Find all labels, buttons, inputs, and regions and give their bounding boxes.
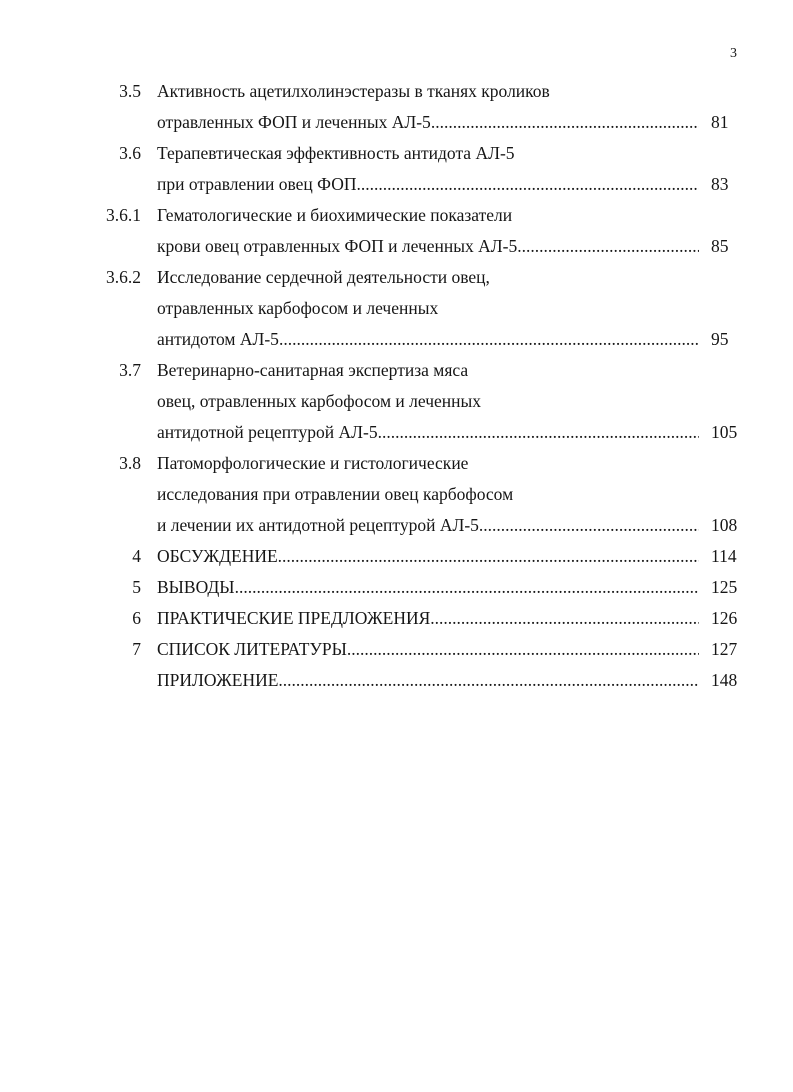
dot-leader-line bbox=[157, 634, 699, 665]
toc-entry bbox=[0, 572, 793, 603]
dot-leader-line bbox=[157, 572, 699, 603]
dot-leader-line bbox=[157, 665, 699, 696]
toc-entry bbox=[0, 541, 793, 572]
toc-line bbox=[0, 355, 793, 386]
toc-entry bbox=[0, 355, 793, 448]
toc-line bbox=[0, 107, 793, 138]
toc-line bbox=[0, 293, 793, 324]
page-ref: 83 bbox=[711, 174, 729, 194]
entry-title-line: овец, отравленных карбофосом и леченных bbox=[157, 391, 482, 411]
entry-title-line: Патоморфологические и гистологические bbox=[157, 453, 469, 473]
section-number: 4 bbox=[132, 546, 141, 566]
page-ref: 81 bbox=[711, 112, 729, 132]
toc-line bbox=[0, 448, 793, 479]
toc-entry bbox=[0, 262, 793, 355]
toc-line bbox=[0, 634, 793, 665]
section-number: 6 bbox=[132, 608, 141, 628]
toc-entry bbox=[0, 603, 793, 634]
dot-leader-line bbox=[157, 231, 699, 262]
toc-entry bbox=[0, 448, 793, 541]
toc-line bbox=[0, 665, 793, 696]
page-ref: 108 bbox=[711, 515, 738, 535]
page-ref: 125 bbox=[711, 577, 738, 597]
section-number: 3.6.1 bbox=[106, 205, 141, 225]
toc-line bbox=[0, 138, 793, 169]
toc-line bbox=[0, 231, 793, 262]
page-ref: 148 bbox=[711, 670, 738, 690]
entry-title-line: антидотом АЛ-5 ..... bbox=[157, 329, 699, 349]
entry-title-line: ВЫВОДЫ ..... bbox=[157, 577, 699, 597]
entry-title-line: Исследование сердечной деятельности овец, bbox=[157, 267, 490, 287]
toc-line bbox=[0, 572, 793, 603]
entry-title-line: ПРАКТИЧЕСКИЕ ПРЕДЛОЖЕНИЯ ..... bbox=[157, 608, 699, 628]
entry-title-line: Гематологические и биохимические показатели bbox=[157, 205, 513, 225]
dot-leader-line bbox=[157, 324, 699, 355]
dot-leader-line bbox=[157, 169, 699, 200]
section-number: 3.8 bbox=[119, 453, 141, 473]
entry-title-line: крови овец отравленных ФОП и леченных АЛ-5 ..... bbox=[157, 236, 699, 256]
section-number: 5 bbox=[132, 577, 141, 597]
toc-entry bbox=[0, 76, 793, 138]
toc-line bbox=[0, 479, 793, 510]
toc-entry bbox=[0, 665, 793, 696]
section-number: 3.5 bbox=[119, 81, 141, 101]
toc-line bbox=[0, 262, 793, 293]
section-number: 3.6.2 bbox=[106, 267, 141, 287]
dot-leader-line bbox=[157, 417, 699, 448]
section-number: 3.7 bbox=[119, 360, 141, 380]
toc-line bbox=[0, 169, 793, 200]
dot-leader-line bbox=[157, 510, 699, 541]
toc-line bbox=[0, 76, 793, 107]
page-ref: 126 bbox=[711, 608, 738, 628]
toc-line bbox=[0, 603, 793, 634]
toc-entry bbox=[0, 138, 793, 200]
toc-entry bbox=[0, 200, 793, 262]
entry-title-line: отравленных ФОП и леченных АЛ-5 ..... bbox=[157, 112, 699, 132]
page-ref: 127 bbox=[711, 639, 738, 659]
table-of-contents bbox=[0, 76, 793, 696]
toc-line bbox=[0, 417, 793, 448]
entry-title-line: ОБСУЖДЕНИЕ ..... bbox=[157, 546, 699, 566]
entry-title-line: Активность ацетилхолинэстеразы в тканях кроликов bbox=[157, 81, 550, 101]
toc-line bbox=[0, 200, 793, 231]
page-ref: 95 bbox=[711, 329, 729, 349]
entry-title-line: СПИСОК ЛИТЕРАТУРЫ ..... bbox=[157, 639, 699, 659]
toc-line bbox=[0, 386, 793, 417]
page-number: 3 bbox=[730, 46, 737, 61]
entry-title-line: при отравлении овец ФОП ..... bbox=[157, 174, 699, 194]
page-ref: 105 bbox=[711, 422, 738, 442]
entry-title-line: отравленных карбофосом и леченных bbox=[157, 298, 439, 318]
dot-leader-line bbox=[157, 603, 699, 634]
entry-title-line: исследования при отравлении овец карбофосом bbox=[157, 484, 514, 504]
toc-line bbox=[0, 510, 793, 541]
toc-line bbox=[0, 324, 793, 355]
entry-title-line: Терапевтическая эффективность антидота АЛ-5 bbox=[157, 143, 515, 163]
entry-title-line: и лечении их антидотной рецептурой АЛ-5 ..... bbox=[157, 515, 699, 535]
entry-title-line: Ветеринарно-санитарная экспертиза мяса bbox=[157, 360, 469, 380]
entry-title-line: ПРИЛОЖЕНИЕ ..... bbox=[157, 670, 699, 690]
toc-line bbox=[0, 541, 793, 572]
dot-leader-line bbox=[157, 107, 699, 138]
page-ref: 85 bbox=[711, 236, 729, 256]
section-number: 3.6 bbox=[119, 143, 141, 163]
section-number: 7 bbox=[132, 639, 141, 659]
entry-title-line: антидотной рецептурой АЛ-5 ..... bbox=[157, 422, 699, 442]
page-ref: 114 bbox=[711, 546, 737, 566]
toc-entry bbox=[0, 634, 793, 665]
dot-leader-line bbox=[157, 541, 699, 572]
